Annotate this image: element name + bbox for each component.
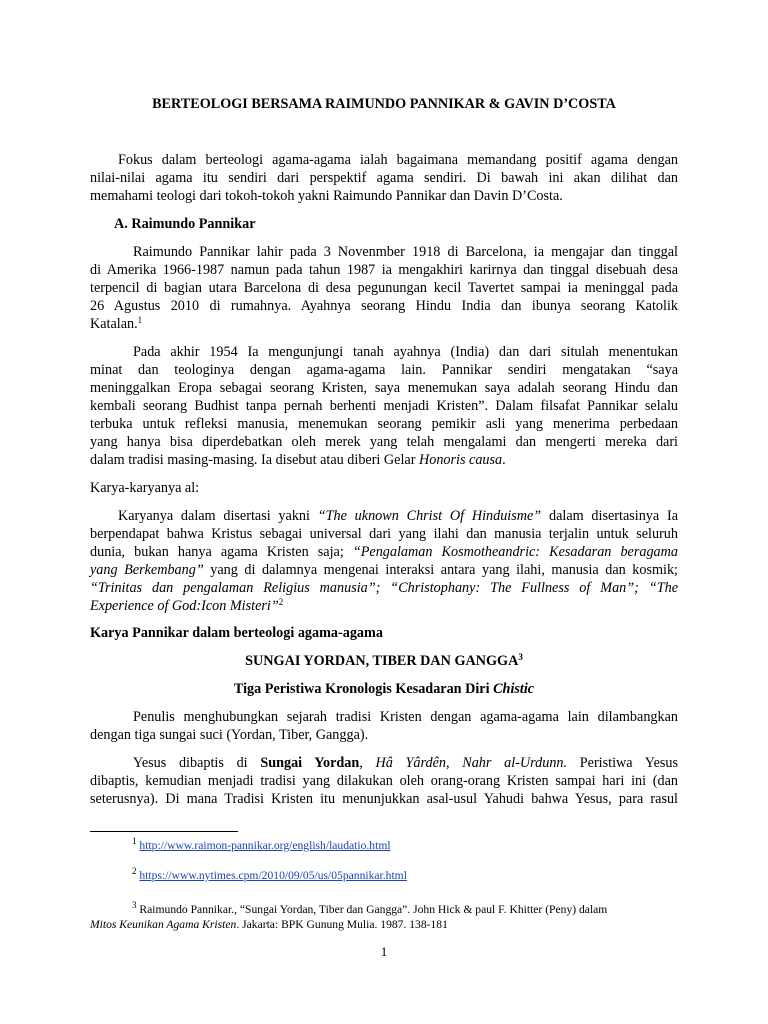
yesus-line-2: dibaptis, kemudian menjadi tradisi yang dilakukan oleh orang-orang Kristen sampai hari ini (dan [90, 773, 678, 789]
footnote-2 [132, 868, 672, 883]
visit-line-3: meninggalkan Eropa sebagai seorang Kristen, saya menemukan saya adalah seorang Hindu dan [90, 380, 678, 396]
center-subtitle-italic: Chistic [493, 681, 535, 697]
bio-text: Katalan. [90, 316, 138, 332]
yesus-text-a: Yesus dibaptis di [133, 755, 261, 771]
document-title: BERTEOLOGI BERSAMA RAIMUNDO PANNIKAR & GAVIN D’COSTA [152, 96, 616, 112]
works-text-4b: yang di dalamnya mengenai interaksi antara yang ilahi, manusia dan kosmik; [203, 562, 678, 578]
footnote-num-2: 2 [132, 866, 137, 876]
page-number: 1 [380, 944, 388, 959]
center-subtitle-text: Tiga Peristiwa Kronologis Kesadaran Diri [233, 681, 494, 697]
yordan-names: Hâ Yârdên, Nahr al-Urdunn. [375, 755, 568, 771]
footnote-1 [132, 838, 672, 853]
works-title-2-end: yang Berkembang” [90, 562, 204, 578]
footnote-separator [90, 831, 238, 832]
works-text-1a: Karyanya dalam disertasi yakni [118, 508, 318, 524]
bio-line-3: terpencil di bagian utara Barcelona di desa pegunungan kecil Tavertet sampai ia meninggal pada [90, 280, 678, 296]
visit-line-1: Pada akhir 1954 Ia mengunjungi tanah ayahnya (India) dan dari situlah menentukan [133, 344, 678, 360]
bio-line-4: 26 Agustus 2010 di rumahnya. Ayahnya seorang Hindu India dan ibunya seorang Katolik [90, 298, 678, 314]
works-text-3a: dunia, bukan hanya agama Kristen saja; [90, 544, 353, 560]
visit-text: dalam tradisi masing-masing. Ia disebut atau diberi Gelar [90, 452, 419, 468]
footnote-3-cont [90, 917, 678, 932]
works-line-4 [90, 561, 678, 579]
penulis-line-2: dengan tiga sungai suci (Yordan, Tiber, Gangga). [90, 727, 369, 743]
yesus-text-e: Peristiwa Yesus [567, 755, 678, 771]
bio-line-1: Raimundo Pannikar lahir pada 3 Novenmber 1918 di Barcelona, ia mengajar dan tinggal [133, 244, 678, 260]
works-line-2: berpendapat bahwa Kristus sebagai universal dari yang ilahi dan manusia terjalin untuk seluruh [90, 526, 678, 542]
center-subtitle [90, 680, 678, 698]
footnote-3 [132, 902, 672, 917]
intro-line-2: nilai-nilai agama itu sendiri dari perspektif agama sendiri. Di bawah ini akan dilihat dan [90, 170, 678, 186]
footnote-link-1[interactable]: http://www.raimon-pannikar.org/english/laudatio.html [139, 839, 391, 852]
footnote-ref-2: 2 [278, 597, 284, 607]
footnote-num-3: 3 [132, 900, 137, 910]
honoris-causa: Honoris causa [418, 452, 503, 468]
works-title-1: “The uknown Christ Of Hinduisme” [317, 508, 542, 524]
intro-line-3: memahami teologi dari tokoh-tokoh yakni Raimundo Pannikar dan Davin D’Costa. [90, 188, 563, 204]
bio-line-5 [90, 315, 678, 333]
yesus-line-1 [90, 754, 678, 772]
visit-line-2: minat dan teologinya dengan agama-agama lain. Pannikar sendiri mengatakan “saya [90, 362, 678, 378]
penulis-line-1: Penulis menghubungkan sejarah tradisi Kristen dengan agama-agama lain dilambangkan [133, 709, 678, 725]
footnote-ref-1: 1 [137, 315, 143, 325]
works-text-1c: dalam disertasinya Ia [541, 508, 678, 524]
works-line-3 [90, 543, 678, 561]
footnote-link-2[interactable]: https://www.nytimes.cpm/2010/09/05/us/05pannikar.html [139, 869, 407, 882]
works-line-5: “Trinitas dan pengalaman Religius manusia”; “Christophany: The Fullness of Man”; “The [90, 580, 678, 596]
footnote-num-1: 1 [132, 836, 137, 846]
sungai-yordan: Sungai Yordan [260, 755, 360, 771]
visit-line-7: dalam tradisi masing-masing. Ia disebut atau diberi Gelar Honoris causa. [90, 452, 506, 468]
center-title [90, 652, 678, 670]
intro-line-1: Fokus dalam berteologi agama-agama ialah bagaimana memandang positif agama dengan [118, 152, 678, 168]
works-title-2: “Pengalaman Kosmotheandric: Kesadaran beragama [352, 544, 678, 560]
yesus-text-c: , [359, 755, 376, 771]
footnote-ref-3: 3 [518, 652, 523, 662]
yesus-line-3: seterusnya). Di mana Tradisi Kristen itu menunjukkan asal-usul Yahudi bahwa Yesus, para rasul [90, 791, 678, 807]
works-line-6 [90, 597, 678, 615]
section-heading-a: A. Raimundo Pannikar [114, 216, 256, 232]
works-title-5: Experience of God:Icon Misteri” [90, 598, 279, 614]
subheading: Karya Pannikar dalam berteologi agama-agama [90, 625, 383, 641]
footnote-3-rest: . Jakarta: BPK Gunung Mulia. 1987. 138-181 [236, 918, 448, 931]
bio-line-2: di Amerika 1966-1987 namun pada tahun 1987 ia mengakhiri karirnya dan tinggal disebuah desa [90, 262, 678, 278]
footnote-3-text: Raimundo Pannikar., “Sungai Yordan, Tiber dan Gangga”. John Hick & paul F. Khitter (Peny) dalam [139, 903, 608, 916]
works-line-1 [90, 507, 678, 525]
visit-line-5: terbuka untuk refleksi manusia, menemukan seorang pemikir asli yang menerima perbedaan [90, 416, 678, 432]
center-title-text: SUNGAI YORDAN, TIBER DAN GANGGA [245, 653, 519, 669]
visit-line-4: kembali seorang Budhist tanpa pernah berhenti menjadi Kristen”. Dalam filsafat Pannikar selalu [90, 398, 678, 414]
works-label: Karya-karyanya al: [90, 480, 200, 496]
footnote-3-italic: Mitos Keunikan Agama Kristen [90, 918, 237, 931]
visit-line-6: yang hanya bisa diperdebatkan oleh merek yang telah mengalami dan mengerti mereka dari [90, 434, 678, 450]
